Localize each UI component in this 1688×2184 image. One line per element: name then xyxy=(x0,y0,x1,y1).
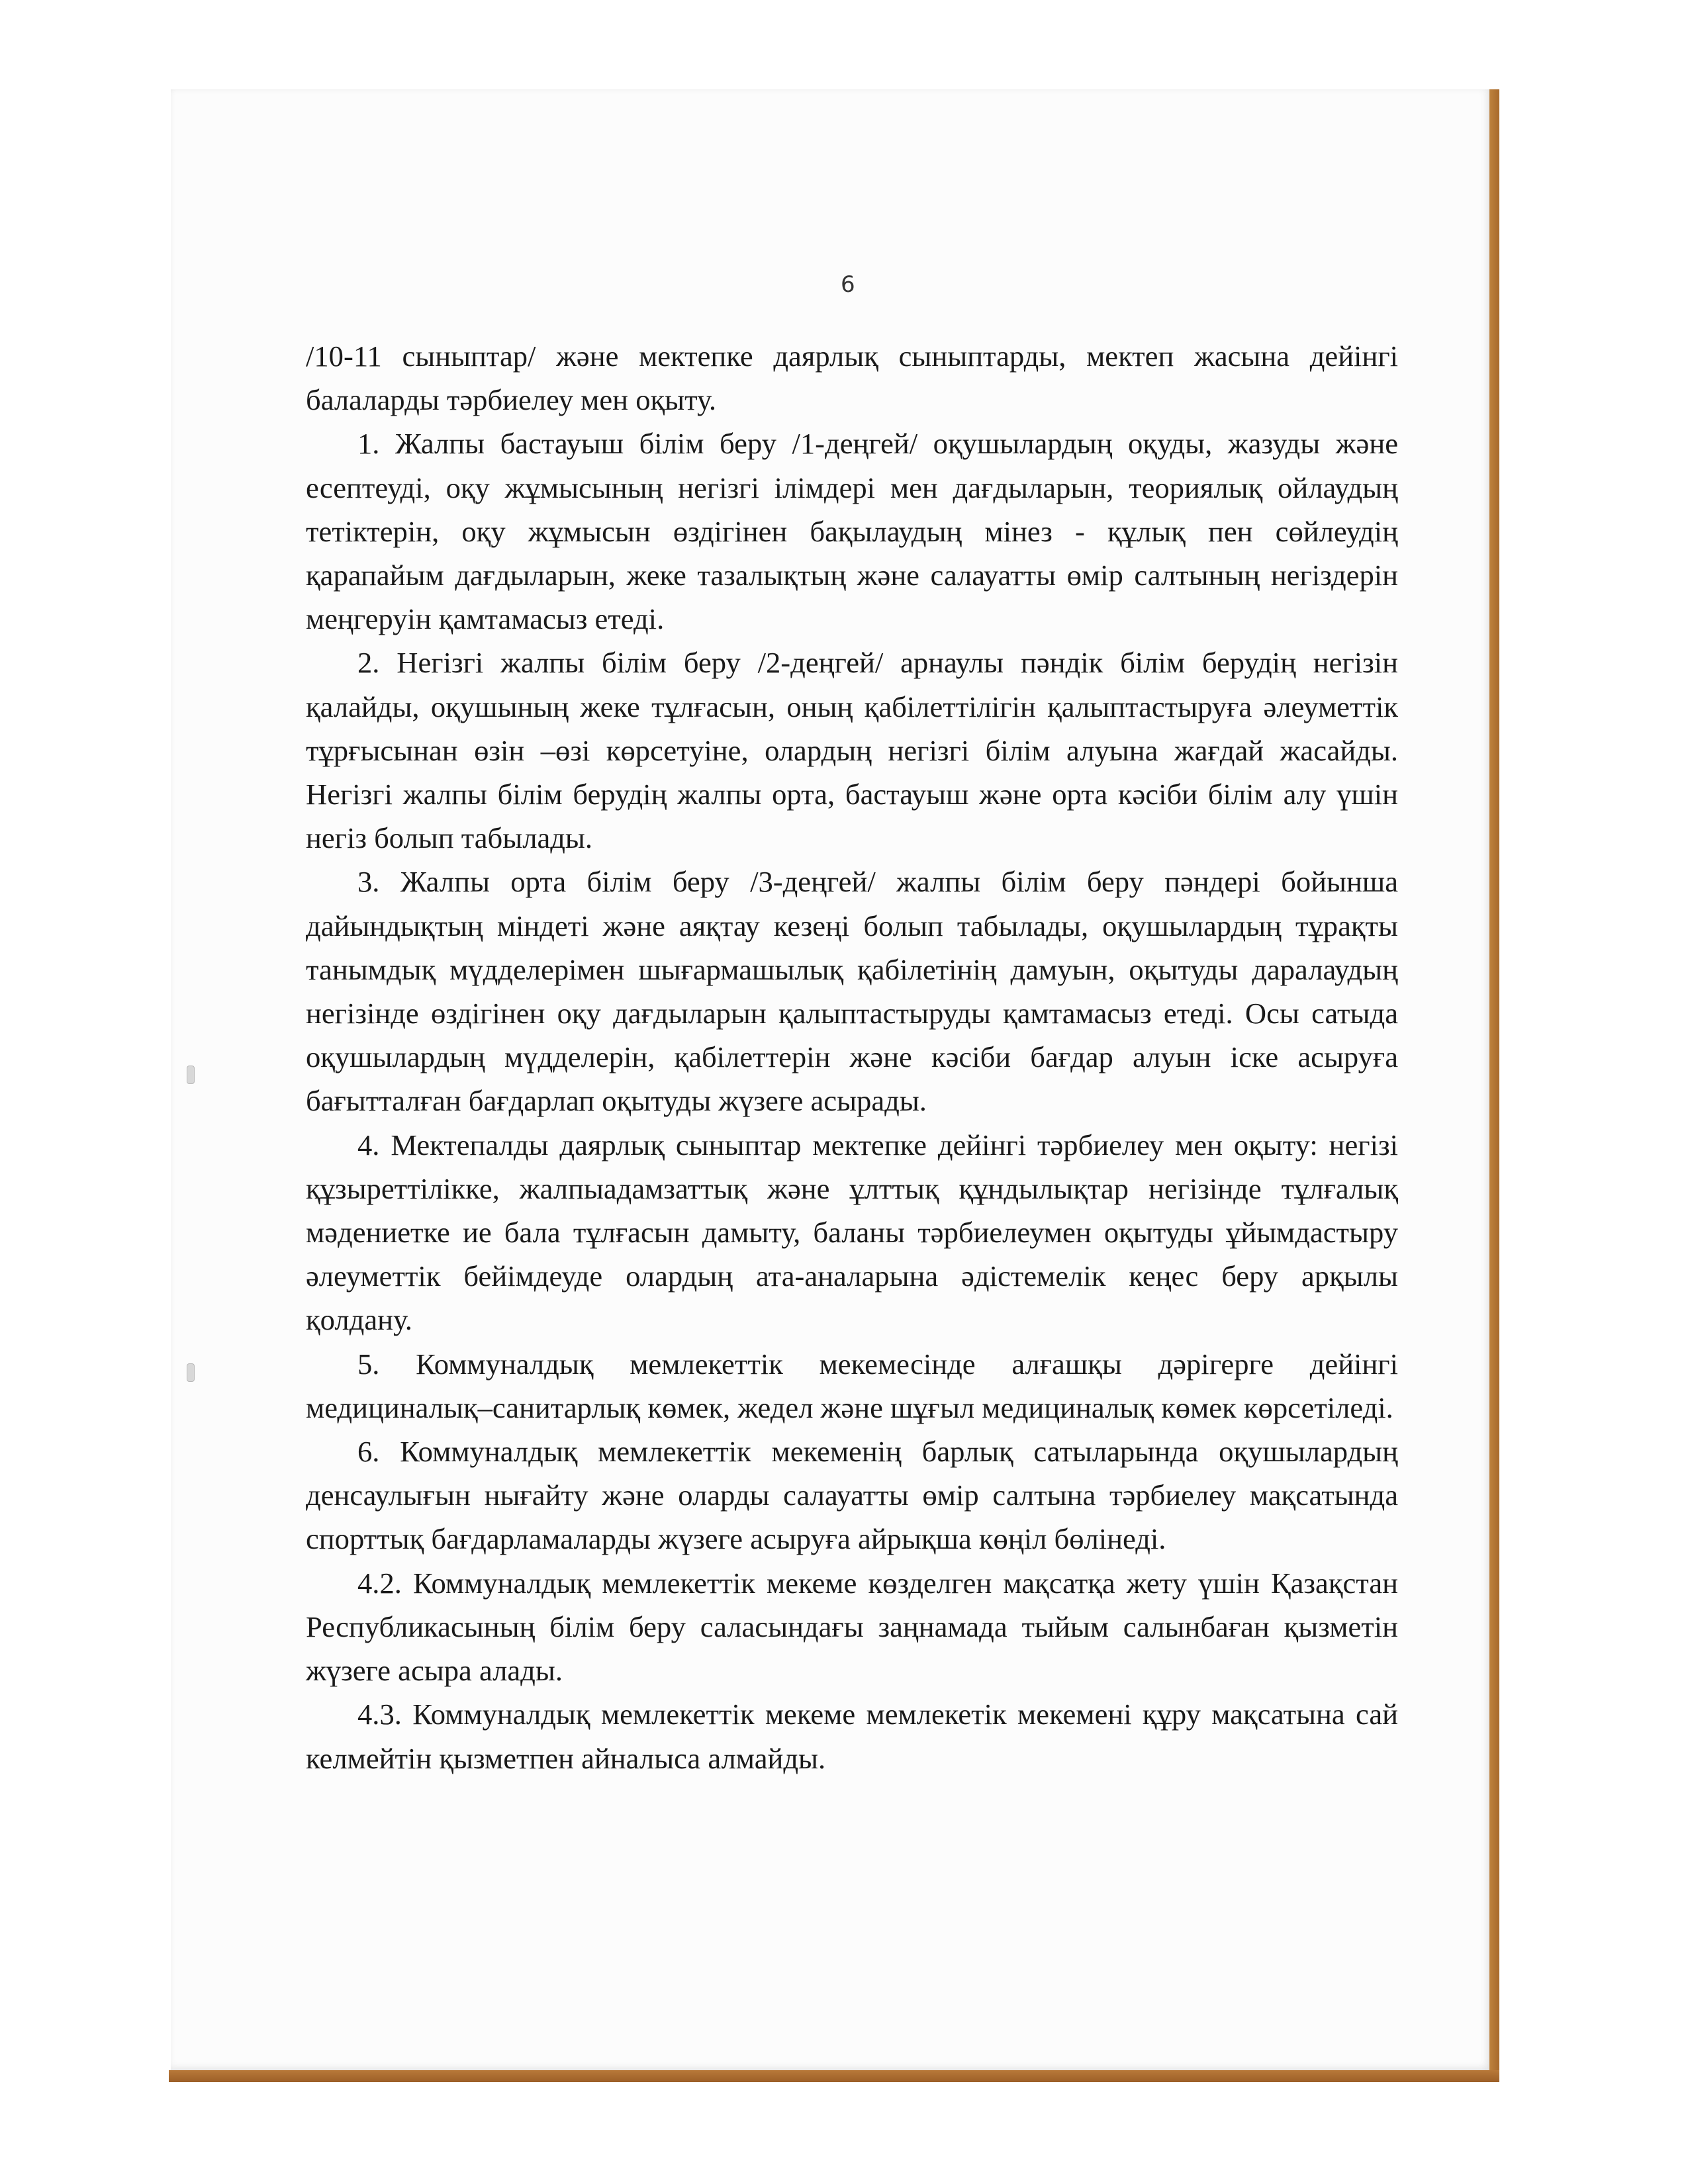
paragraph-2-basic-education: 2. Негізгі жалпы білім беру /2-деңгей/ арнаулы пәндік білім берудің негізін қалайды, оқушының жеке тұлғасын, оның қабілеттілігін қалыптастыруға әлеуметтік тұрғысынан өзін –өзі көрсетуіне, олардың негізгі білім алуына жағдай жасайды. Негізгі жалпы білім берудің жалпы орта, бастауыш және орта кәсіби білім алу үшін негіз болып табылады. xyxy=(306,646,1398,855)
staple-mark xyxy=(187,1066,195,1084)
paragraph-intro: /10-11 сыныптар/ және мектепке даярлық сыныптарды, мектеп жасына дейінгі балаларды тәрбиелеу мен оқыту. xyxy=(306,340,1398,417)
paragraph-4-3-restrictions: 4.3. Коммуналдық мемлекеттік мекеме мемлекетік мекемені құру мақсатына сай келмейтін қызметпен айналыса алмайды. xyxy=(306,1698,1398,1775)
paragraph-3-secondary-education: 3. Жалпы орта білім беру /3-деңгей/ жалпы білім беру пәндері бойынша дайындықтың міндеті және аяқтау кезеңі болып табылады, оқушылардың тұрақты танымдық мүдделерімен шығармашылық қабілетінің дамуын, оқытуды даралаудың негізінде өздігінен оқу дағдыларын қалыптастыруды қамтамасыз етеді. Осы сатыда оқушылардың мүдделерін, қабілеттерін және кәсіби бағдар алуын іске асыруға бағытталған бағдарлап оқытуды жүзеге асырады. xyxy=(306,865,1398,1118)
paragraph-5-medical-care: 5. Коммуналдық мемлекеттік мекемесінде алғашқы дәрігерге дейінгі медициналық–санитарлық көмек, жедел және шұғыл медициналық көмек көрсетіледі. xyxy=(306,1347,1398,1424)
page-number: 6 xyxy=(841,271,855,298)
paragraph-4-preschool-classes: 4. Мектепалды даярлық сыныптар мектепке дейінгі тәрбиелеу мен оқыту: негізі құзыреттілікке, жалпыадамзаттық және ұлттық құндылықтар негізінде тұлғалық мәдениетке ие бала тұлғасын дамыту, баланы тәрбиелеумен оқытуды ұйымдастыру әлеуметтік бейімдеуде олардың ата-аналарына әдістемелік кеңес беру арқылы қолдану. xyxy=(306,1128,1398,1337)
table-bottom-edge xyxy=(169,2070,1499,2082)
paragraph-6-sports-programs: 6. Коммуналдық мемлекеттік мекеменің барлық сатыларында оқушылардың денсаулығын нығайту және оларды салауатты өмір салтына тәрбиелеу мақсатында спорттық бағдарламаларды жүзеге асыруға айрықша көңіл бөлінеді. xyxy=(306,1435,1398,1556)
staple-mark xyxy=(187,1363,195,1382)
document-body xyxy=(306,334,1398,1780)
paragraph-1-primary-education: 1. Жалпы бастауыш білім беру /1-деңгей/ оқушылардың оқуды, жазуды және есептеуді, оқу жұмысының негізгі ілімдері мен дағдыларын, теориялық ойлаудың тетіктерін, оқу жұмысын өздігінен бақылаудың мінез - құлық пен сөйлеудің қарапайым дағдыларын, жеке тазалықтың және салауатты өмір салтының негіздерін меңгеруін қамтамасыз етеді. xyxy=(306,427,1398,636)
paragraph-4-2-activities: 4.2. Коммуналдық мемлекеттік мекеме көзделген мақсатқа жету үшін Қазақстан Республикасының білім беру саласындағы заңнамада тыйым салынбаған қызметін жүзеге асыра алады. xyxy=(306,1566,1398,1688)
